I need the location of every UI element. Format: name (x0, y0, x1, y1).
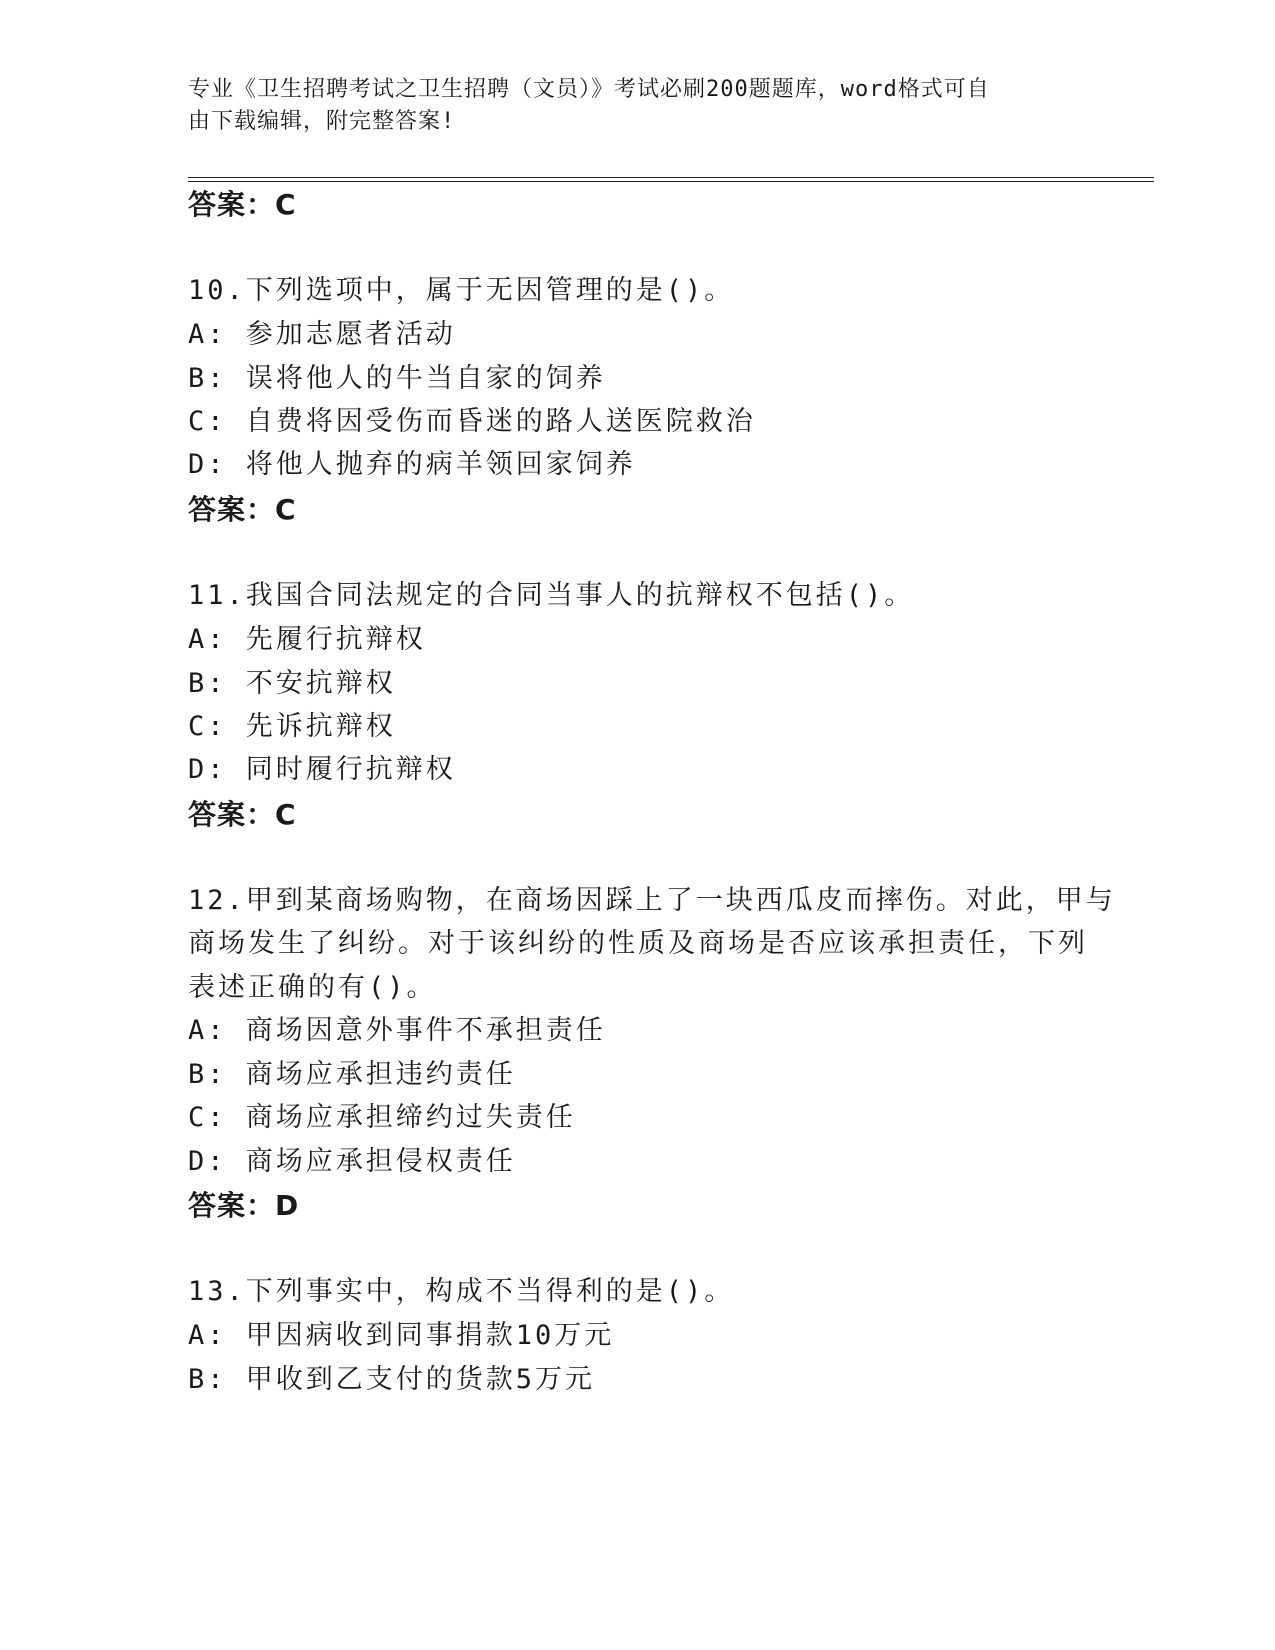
question-10-answer: 答案：C (188, 493, 297, 526)
header-line-1: 专业《卫生招聘考试之卫生招聘（文员）》考试必刷200题题库，word格式可自 (188, 77, 990, 102)
question-12-option-c: C: 商场应承担缔约过失责任 (188, 1102, 576, 1133)
document-header (188, 74, 1068, 138)
question-11-option-c: C: 先诉抗辩权 (188, 711, 396, 742)
question-10-option-a: A: 参加志愿者活动 (188, 319, 456, 350)
question-12-option-b: B: 商场应承担违约责任 (188, 1059, 516, 1090)
question-13-option-b: B: 甲收到乙支付的货款5万元 (188, 1364, 596, 1395)
question-11-option-b: B: 不安抗辩权 (188, 668, 396, 699)
question-12-stem-line-2: 商场发生了纠纷。对于该纠纷的性质及商场是否应该承担责任，下列 (188, 928, 1088, 959)
question-12-option-a: A: 商场因意外事件不承担责任 (188, 1015, 606, 1046)
question-10-option-d: D: 将他人抛弃的病羊领回家饲养 (188, 449, 636, 480)
question-11-stem: 11.我国合同法规定的合同当事人的抗辩权不包括()。 (188, 580, 915, 611)
header-line-2: 由下载编辑，附完整答案! (188, 109, 456, 134)
question-10-option-b: B: 误将他人的牛当自家的饲养 (188, 363, 606, 394)
question-12-option-d: D: 商场应承担侵权责任 (188, 1146, 516, 1177)
header-divider (188, 177, 1154, 182)
question-11-option-d: D: 同时履行抗辩权 (188, 754, 456, 785)
answer-line: 答案：C (188, 188, 297, 221)
question-12-answer: 答案：D (188, 1189, 300, 1222)
question-10-option-c: C: 自费将因受伤而昏迷的路人送医院救治 (188, 406, 756, 437)
question-13-stem: 13.下列事实中，构成不当得利的是()。 (188, 1276, 735, 1307)
question-13-option-a: A: 甲因病收到同事捐款10万元 (188, 1320, 615, 1351)
question-12-stem-line-3: 表述正确的有()。 (188, 972, 437, 1003)
question-11-option-a: A: 先履行抗辩权 (188, 624, 426, 655)
question-11-answer: 答案：C (188, 798, 297, 831)
question-10-stem: 10.下列选项中，属于无因管理的是()。 (188, 275, 735, 306)
question-12-stem-line-1: 12.甲到某商场购物，在商场因踩上了一块西瓜皮而摔伤。对此，甲与 (188, 885, 1116, 916)
